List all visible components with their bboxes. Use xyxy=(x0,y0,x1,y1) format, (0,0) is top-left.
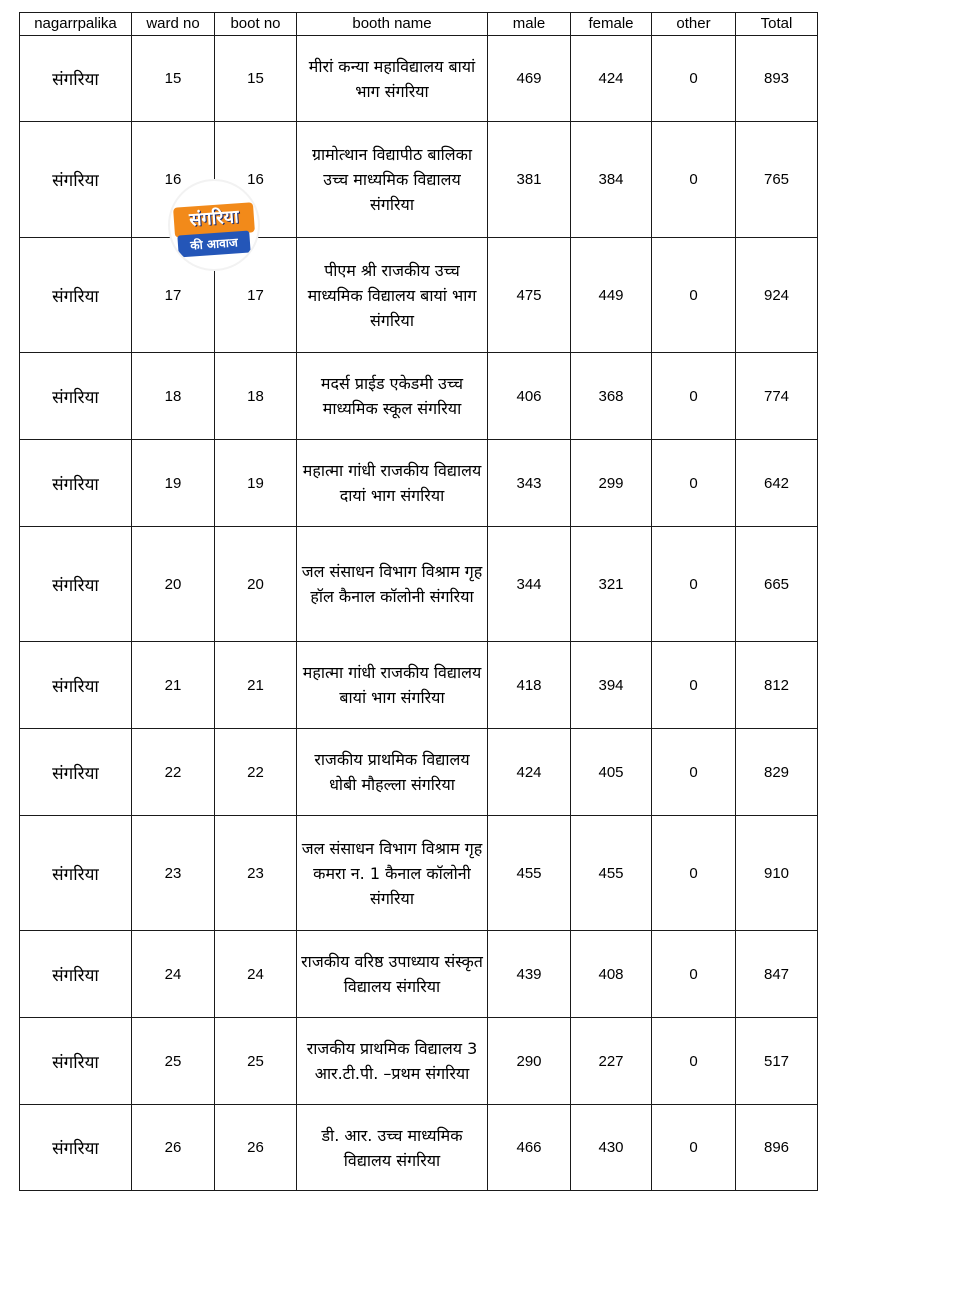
cell-booth-name: ग्रामोत्थान विद्यापीठ बालिका उच्च माध्यमिक विद्यालय संगरिया xyxy=(297,122,488,238)
cell-total: 893 xyxy=(736,36,818,122)
header-male: male xyxy=(488,13,571,36)
cell-ward-no: 23 xyxy=(132,816,215,931)
table-row xyxy=(20,122,818,238)
cell-ward-no: 17 xyxy=(132,238,215,353)
cell-male: 381 xyxy=(488,122,571,238)
cell-nagarpalika: संगरिया xyxy=(20,36,132,122)
cell-male: 439 xyxy=(488,931,571,1018)
cell-female: 424 xyxy=(571,36,652,122)
header-ward-no: ward no xyxy=(132,13,215,36)
cell-other: 0 xyxy=(652,816,736,931)
cell-ward-no: 20 xyxy=(132,527,215,642)
cell-total: 924 xyxy=(736,238,818,353)
cell-boot-no: 20 xyxy=(215,527,297,642)
cell-female: 368 xyxy=(571,353,652,440)
cell-nagarpalika: संगरिया xyxy=(20,642,132,729)
cell-male: 466 xyxy=(488,1105,571,1191)
cell-female: 321 xyxy=(571,527,652,642)
booth-table xyxy=(19,12,818,1191)
cell-nagarpalika: संगरिया xyxy=(20,353,132,440)
cell-male: 424 xyxy=(488,729,571,816)
cell-other: 0 xyxy=(652,1105,736,1191)
cell-ward-no: 22 xyxy=(132,729,215,816)
cell-female: 430 xyxy=(571,1105,652,1191)
cell-female: 408 xyxy=(571,931,652,1018)
cell-nagarpalika: संगरिया xyxy=(20,527,132,642)
cell-booth-name: राजकीय प्राथमिक विद्यालय धोबी मौहल्ला संगरिया xyxy=(297,729,488,816)
cell-ward-no: 25 xyxy=(132,1018,215,1105)
cell-other: 0 xyxy=(652,931,736,1018)
cell-booth-name: राजकीय वरिष्ठ उपाध्याय संस्कृत विद्यालय संगरिया xyxy=(297,931,488,1018)
cell-other: 0 xyxy=(652,122,736,238)
cell-female: 299 xyxy=(571,440,652,527)
table-row xyxy=(20,1018,818,1105)
cell-boot-no: 17 xyxy=(215,238,297,353)
cell-other: 0 xyxy=(652,1018,736,1105)
cell-other: 0 xyxy=(652,36,736,122)
cell-boot-no: 15 xyxy=(215,36,297,122)
header-total: Total xyxy=(736,13,818,36)
cell-ward-no: 24 xyxy=(132,931,215,1018)
cell-boot-no: 21 xyxy=(215,642,297,729)
cell-boot-no: 25 xyxy=(215,1018,297,1105)
cell-booth-name: पीएम श्री राजकीय उच्च माध्यमिक विद्यालय बायां भाग संगरिया xyxy=(297,238,488,353)
cell-total: 665 xyxy=(736,527,818,642)
table-row xyxy=(20,353,818,440)
cell-total: 812 xyxy=(736,642,818,729)
cell-female: 394 xyxy=(571,642,652,729)
cell-total: 896 xyxy=(736,1105,818,1191)
cell-ward-no: 19 xyxy=(132,440,215,527)
cell-boot-no: 19 xyxy=(215,440,297,527)
cell-total: 642 xyxy=(736,440,818,527)
cell-ward-no: 16 xyxy=(132,122,215,238)
cell-booth-name: जल संसाधन विभाग विश्राम गृह हॉल कैनाल कॉलोनी संगरिया xyxy=(297,527,488,642)
cell-male: 406 xyxy=(488,353,571,440)
header-row xyxy=(20,13,818,36)
cell-male: 475 xyxy=(488,238,571,353)
cell-female: 405 xyxy=(571,729,652,816)
cell-other: 0 xyxy=(652,238,736,353)
cell-nagarpalika: संगरिया xyxy=(20,1018,132,1105)
cell-total: 517 xyxy=(736,1018,818,1105)
cell-boot-no: 24 xyxy=(215,931,297,1018)
cell-other: 0 xyxy=(652,353,736,440)
sangaria-ki-awaz-logo xyxy=(170,181,258,269)
cell-booth-name: जल संसाधन विभाग विश्राम गृह कमरा न. 1 कैनाल कॉलोनी संगरिया xyxy=(297,816,488,931)
cell-male: 344 xyxy=(488,527,571,642)
cell-total: 829 xyxy=(736,729,818,816)
logo-title: संगरिया xyxy=(188,206,240,231)
cell-ward-no: 21 xyxy=(132,642,215,729)
cell-female: 227 xyxy=(571,1018,652,1105)
header-female: female xyxy=(571,13,652,36)
cell-male: 343 xyxy=(488,440,571,527)
table-row xyxy=(20,36,818,122)
cell-booth-name: महात्मा गांधी राजकीय विद्यालय बायां भाग संगरिया xyxy=(297,642,488,729)
cell-nagarpalika: संगरिया xyxy=(20,238,132,353)
cell-booth-name: मदर्स प्राईड एकेडमी उच्च माध्यमिक स्कूल संगरिया xyxy=(297,353,488,440)
cell-total: 774 xyxy=(736,353,818,440)
cell-boot-no: 26 xyxy=(215,1105,297,1191)
table-row xyxy=(20,642,818,729)
cell-nagarpalika: संगरिया xyxy=(20,122,132,238)
cell-male: 290 xyxy=(488,1018,571,1105)
cell-other: 0 xyxy=(652,527,736,642)
table-row xyxy=(20,440,818,527)
cell-ward-no: 15 xyxy=(132,36,215,122)
cell-male: 455 xyxy=(488,816,571,931)
cell-booth-name: महात्मा गांधी राजकीय विद्यालय दायां भाग संगरिया xyxy=(297,440,488,527)
cell-nagarpalika: संगरिया xyxy=(20,1105,132,1191)
table-row xyxy=(20,816,818,931)
table-row xyxy=(20,1105,818,1191)
header-other: other xyxy=(652,13,736,36)
table-row xyxy=(20,527,818,642)
cell-nagarpalika: संगरिया xyxy=(20,440,132,527)
cell-total: 910 xyxy=(736,816,818,931)
cell-boot-no: 16 xyxy=(215,122,297,238)
cell-boot-no: 18 xyxy=(215,353,297,440)
cell-boot-no: 23 xyxy=(215,816,297,931)
header-nagarpalika: nagarrpalika xyxy=(20,13,132,36)
logo-subtitle: की आवाज xyxy=(189,235,239,253)
header-booth-name: booth name xyxy=(297,13,488,36)
cell-ward-no: 18 xyxy=(132,353,215,440)
table-header xyxy=(20,13,818,36)
cell-other: 0 xyxy=(652,440,736,527)
cell-total: 765 xyxy=(736,122,818,238)
cell-booth-name: डी. आर. उच्च माध्यमिक विद्यालय संगरिया xyxy=(297,1105,488,1191)
cell-booth-name: मीरां कन्या महाविद्यालय बायां भाग संगरिया xyxy=(297,36,488,122)
table-row xyxy=(20,238,818,353)
cell-total: 847 xyxy=(736,931,818,1018)
cell-female: 455 xyxy=(571,816,652,931)
cell-booth-name: राजकीय प्राथमिक विद्यालय 3 आर.टी.पी. –प्रथम संगरिया xyxy=(297,1018,488,1105)
cell-other: 0 xyxy=(652,729,736,816)
cell-ward-no: 26 xyxy=(132,1105,215,1191)
cell-male: 418 xyxy=(488,642,571,729)
cell-female: 384 xyxy=(571,122,652,238)
table-row xyxy=(20,931,818,1018)
cell-female: 449 xyxy=(571,238,652,353)
cell-male: 469 xyxy=(488,36,571,122)
cell-boot-no: 22 xyxy=(215,729,297,816)
cell-nagarpalika: संगरिया xyxy=(20,816,132,931)
table-row xyxy=(20,729,818,816)
header-boot-no: boot no xyxy=(215,13,297,36)
cell-nagarpalika: संगरिया xyxy=(20,931,132,1018)
cell-nagarpalika: संगरिया xyxy=(20,729,132,816)
cell-other: 0 xyxy=(652,642,736,729)
table-body xyxy=(20,36,818,1191)
